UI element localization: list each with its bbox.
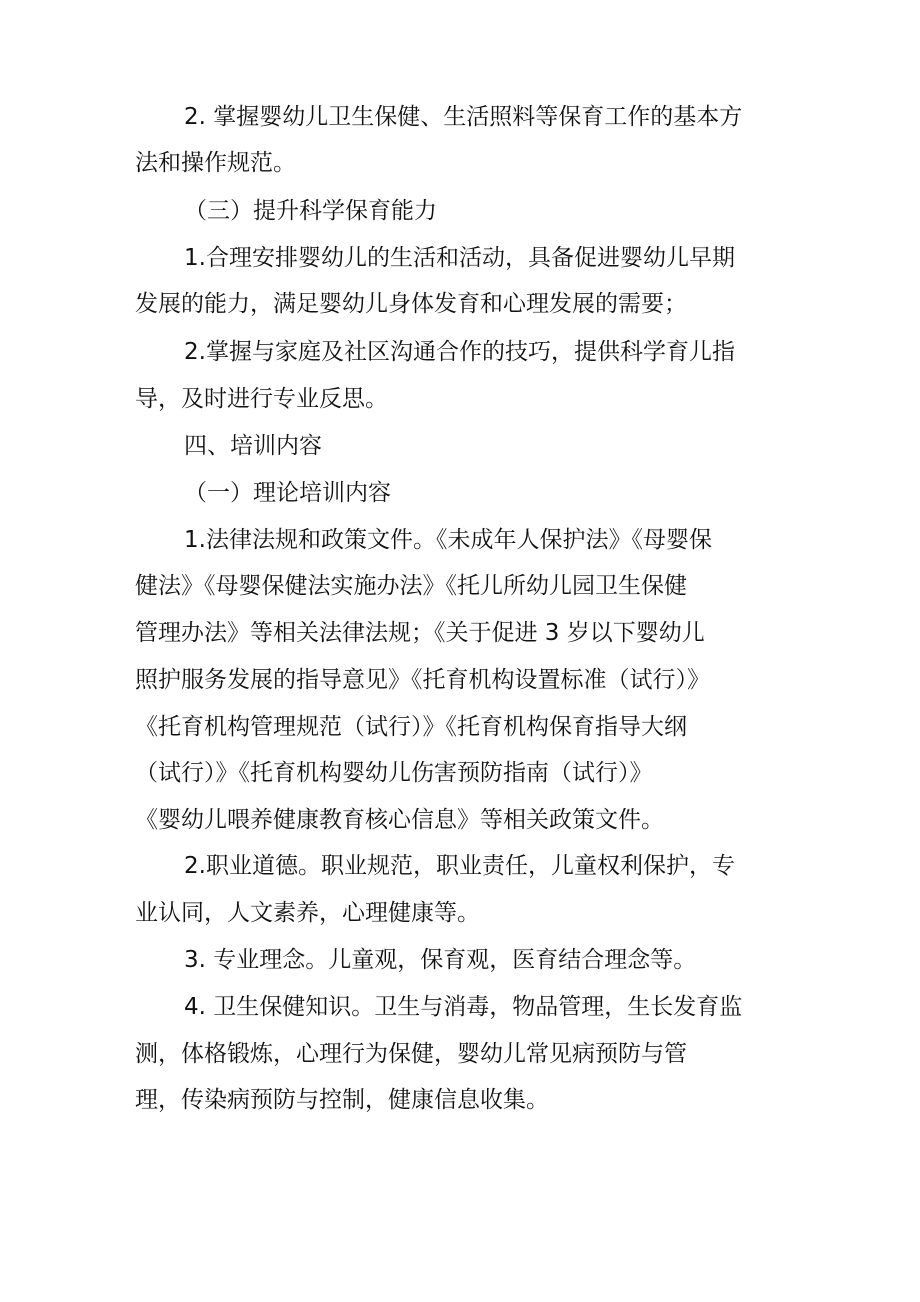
- text-line: 2. 掌握婴幼儿卫生保健、生活照料等保育工作的基本方: [184, 104, 743, 130]
- section-heading: （一）理论培训内容: [184, 480, 391, 506]
- text-line: 测，体格锻炼，心理行为保健，婴幼儿常见病预防与管: [135, 1041, 687, 1067]
- text-line: （试行）》《托育机构婴幼儿伤害预防指南（试行）》: [135, 760, 653, 786]
- text-line: 发展的能力，满足婴幼儿身体发育和心理发展的需要；: [135, 291, 687, 317]
- text-line: 《托育机构管理规范（试行）》《托育机构保育指导大纲: [135, 714, 687, 740]
- text-line: 1.法律法规和政策文件。《未成年人保护法》《母婴保: [184, 527, 712, 553]
- section-heading: 四、培训内容: [184, 433, 322, 459]
- text-line: 2.职业道德。职业规范，职业责任，儿童权利保护，专: [184, 853, 735, 879]
- text-line: 2.掌握与家庭及社区沟通合作的技巧，提供科学育儿指: [184, 339, 735, 365]
- text-line: 1.合理安排婴幼儿的生活和活动，具备促进婴幼儿早期: [184, 245, 735, 271]
- text-line: 3. 专业理念。儿童观，保育观，医育结合理念等。: [184, 947, 697, 973]
- text-line: 理，传染病预防与控制，健康信息收集。: [135, 1087, 549, 1113]
- text-line: 法和操作规范。: [135, 150, 296, 176]
- text-line: 4. 卫生保健知识。卫生与消毒，物品管理，生长发育监: [184, 994, 743, 1020]
- text-line: 业认同，人文素养，心理健康等。: [135, 900, 480, 926]
- text-line: 照护服务发展的指导意见》《托育机构设置标准（试行）》: [135, 667, 710, 693]
- text-line: 导，及时进行专业反思。: [135, 386, 388, 412]
- text-line: 《婴幼儿喂养健康教育核心信息》等相关政策文件。: [135, 807, 664, 833]
- section-heading: （三）提升科学保育能力: [184, 198, 437, 224]
- text-line: 健法》《母婴保健法实施办法》《托儿所幼儿园卫生保健: [135, 573, 687, 599]
- text-line: 管理办法》等相关法律法规；《关于促进 3 岁以下婴幼儿: [135, 620, 705, 646]
